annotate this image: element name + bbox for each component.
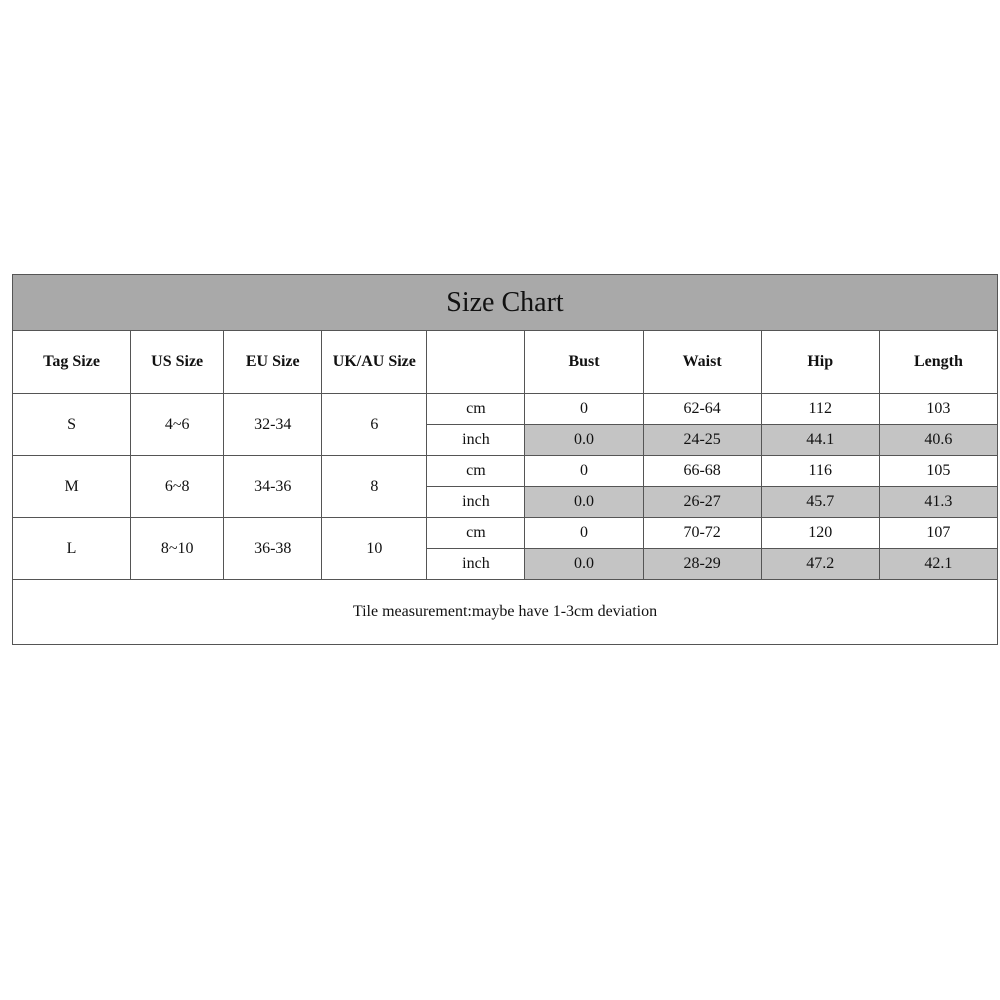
size-m-cm-row: [13, 456, 998, 487]
tag-size-cell: L: [13, 518, 131, 580]
waist-cell: 62-64: [643, 394, 761, 425]
length-cell: 103: [879, 394, 997, 425]
header-bust: Bust: [525, 331, 643, 394]
ukau-size-cell: 6: [322, 394, 427, 456]
tag-size-cell: S: [13, 394, 131, 456]
bust-cell: 0: [525, 394, 643, 425]
bust-cell: 0.0: [525, 549, 643, 580]
length-cell: 41.3: [879, 487, 997, 518]
header-length: Length: [879, 331, 997, 394]
bust-cell: 0: [525, 518, 643, 549]
length-cell: 107: [879, 518, 997, 549]
tag-size-cell: M: [13, 456, 131, 518]
us-size-cell: 4~6: [131, 394, 224, 456]
size-chart-table: [12, 274, 998, 645]
length-cell: 40.6: [879, 425, 997, 456]
waist-cell: 24-25: [643, 425, 761, 456]
bust-cell: 0.0: [525, 487, 643, 518]
header-unit: [427, 331, 525, 394]
hip-cell: 47.2: [761, 549, 879, 580]
header-hip: Hip: [761, 331, 879, 394]
length-cell: 105: [879, 456, 997, 487]
waist-cell: 28-29: [643, 549, 761, 580]
ukau-size-cell: 10: [322, 518, 427, 580]
ukau-size-cell: 8: [322, 456, 427, 518]
us-size-cell: 6~8: [131, 456, 224, 518]
waist-cell: 70-72: [643, 518, 761, 549]
hip-cell: 44.1: [761, 425, 879, 456]
eu-size-cell: 34-36: [224, 456, 322, 518]
unit-cell: cm: [427, 394, 525, 425]
hip-cell: 120: [761, 518, 879, 549]
hip-cell: 116: [761, 456, 879, 487]
size-l-cm-row: [13, 518, 998, 549]
hip-cell: 112: [761, 394, 879, 425]
eu-size-cell: 36-38: [224, 518, 322, 580]
length-cell: 42.1: [879, 549, 997, 580]
header-row: [13, 331, 998, 394]
header-us-size: US Size: [131, 331, 224, 394]
bust-cell: 0: [525, 456, 643, 487]
hip-cell: 45.7: [761, 487, 879, 518]
header-ukau-size: UK/AU Size: [322, 331, 427, 394]
header-tag-size: Tag Size: [13, 331, 131, 394]
waist-cell: 26-27: [643, 487, 761, 518]
chart-title: Size Chart: [13, 275, 998, 331]
bust-cell: 0.0: [525, 425, 643, 456]
unit-cell: inch: [427, 487, 525, 518]
unit-cell: inch: [427, 425, 525, 456]
waist-cell: 66-68: [643, 456, 761, 487]
eu-size-cell: 32-34: [224, 394, 322, 456]
us-size-cell: 8~10: [131, 518, 224, 580]
unit-cell: cm: [427, 518, 525, 549]
unit-cell: cm: [427, 456, 525, 487]
header-eu-size: EU Size: [224, 331, 322, 394]
header-waist: Waist: [643, 331, 761, 394]
measurement-note: Tile measurement:maybe have 1-3cm deviation: [13, 580, 998, 645]
unit-cell: inch: [427, 549, 525, 580]
size-s-cm-row: [13, 394, 998, 425]
